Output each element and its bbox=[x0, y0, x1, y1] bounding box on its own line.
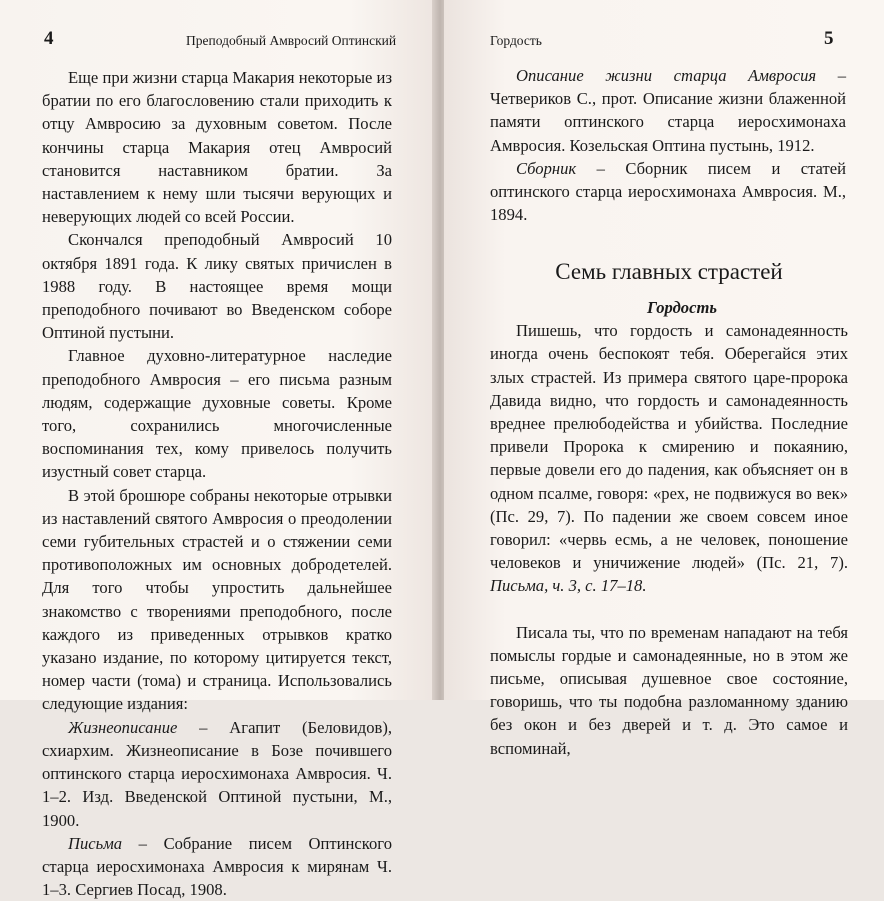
source-abbr: Сборник bbox=[516, 158, 577, 178]
paragraph: В этой брошюре собраны некоторые отрывки из наставлений святого Амвросия о преодолении семи губительных страстей и о стяжении семи противоположных им основных добродетелей. Для того чтобы упростить дальнейшее знакомство с творениями преподобного, после каждого из приведенных отрывков кратко указано издание, по которому цитируется текст, номер части (тома) и страница. Использовались следующие издания: bbox=[42, 485, 392, 714]
paragraph: Главное духовно-литературное наследие преподобного Амвросия – его письма разным людям, содержащие духовные советы. Кроме того, сохранились многочисленные воспоминания тех, кому привелось получить изустный совет старца. bbox=[42, 346, 392, 482]
source-entry bbox=[490, 157, 846, 227]
paragraph-spacer bbox=[490, 598, 848, 621]
right-page bbox=[444, 0, 884, 758]
paragraph-text: Пишешь, что гордость и самонадеянность иногда очень беспокоят тебя. Оберегайся этих злых страстей. Из примера святого царе-пророка Давида видно, что гордость и самонадеянность вреднее прелюбодейства и убийства. Последние привели Пророка к смирению и покаянию, первые довели его до падения, как объясняет он в одном псалме, говоря: «рех, не подвижуся во век» (Пс. 29, 7). По падении же своем совсем иное говорил: «червь есмь, а не человек, поношение человеков и уничижение людей» (Пс. 21, 7). bbox=[490, 321, 848, 573]
source-text: – Сборник писем и статей оптинского старца иеросхимонаха Амвросия. М., 1894. bbox=[490, 158, 846, 225]
right-page-body bbox=[490, 296, 848, 760]
source-text: – Собрание писем Оптинского старца иеросхимонаха Амвросия к мирянам Ч. 1–3. Сергиев Посад, 1908. bbox=[42, 833, 392, 900]
page-number-right: 5 bbox=[824, 28, 834, 49]
running-head-right: Гордость bbox=[490, 33, 542, 48]
source-entry bbox=[42, 716, 392, 832]
left-page bbox=[0, 0, 436, 900]
source-abbr: Описание жизни старца Амвросия bbox=[516, 66, 817, 85]
source-abbr: Письма bbox=[68, 833, 123, 853]
source-entry bbox=[490, 64, 846, 157]
right-page-sources bbox=[490, 64, 846, 226]
paragraph: Скончался преподобный Амвросий 10 октября 1891 года. К лику святых причислен в 1988 году. В настоящее время мощи преподобного почивают во Введенском соборе Оптиной пустыни. bbox=[42, 230, 392, 343]
source-text: – Четвериков С., прот. Описание жизни блаженной памяти оптинского старца иеросхимонаха Амвросия. Козельская Оптина пустынь, 1912. bbox=[490, 66, 846, 155]
paragraph: Писала ты, что по временам нападают на тебя помыслы гордые и самонадеянные, но в этом же письме, описывая душевное свое состояние, говоришь, что ты подобна разломанному зданию без окон и без дверей и т. д. Это самое и вспоминай, bbox=[490, 622, 848, 758]
citation-reference: Письма, ч. 3, с. 17–18. bbox=[490, 576, 647, 596]
left-page-body bbox=[42, 66, 392, 901]
paragraph: Еще при жизни старца Макария некоторые из братии по его благословению стали приходить к отцу Амвросию за духовным советом. После кончины старца Макария отец Амвросий становится наставником братии. За наставлением к нему шли тысячи верующих и неверующих людей со всей России. bbox=[42, 68, 392, 227]
paragraph bbox=[490, 319, 848, 597]
source-text: – Агапит (Беловидов), схиархим. Жизнеописание в Бозе почившего оптинского старца иеросхимонаха Амвросия. Ч. 1–2. Изд. Введенской Оптиной пустыни, М., 1900. bbox=[42, 717, 392, 830]
section-title: Гордость bbox=[647, 298, 717, 317]
running-head-left: Преподобный Амвросий Оптинский bbox=[186, 33, 397, 48]
chapter-title: Семь главных страстей bbox=[555, 259, 783, 284]
source-abbr: Жизнеописание bbox=[68, 717, 178, 737]
page-number-left: 4 bbox=[44, 28, 54, 49]
source-entry bbox=[42, 832, 392, 901]
